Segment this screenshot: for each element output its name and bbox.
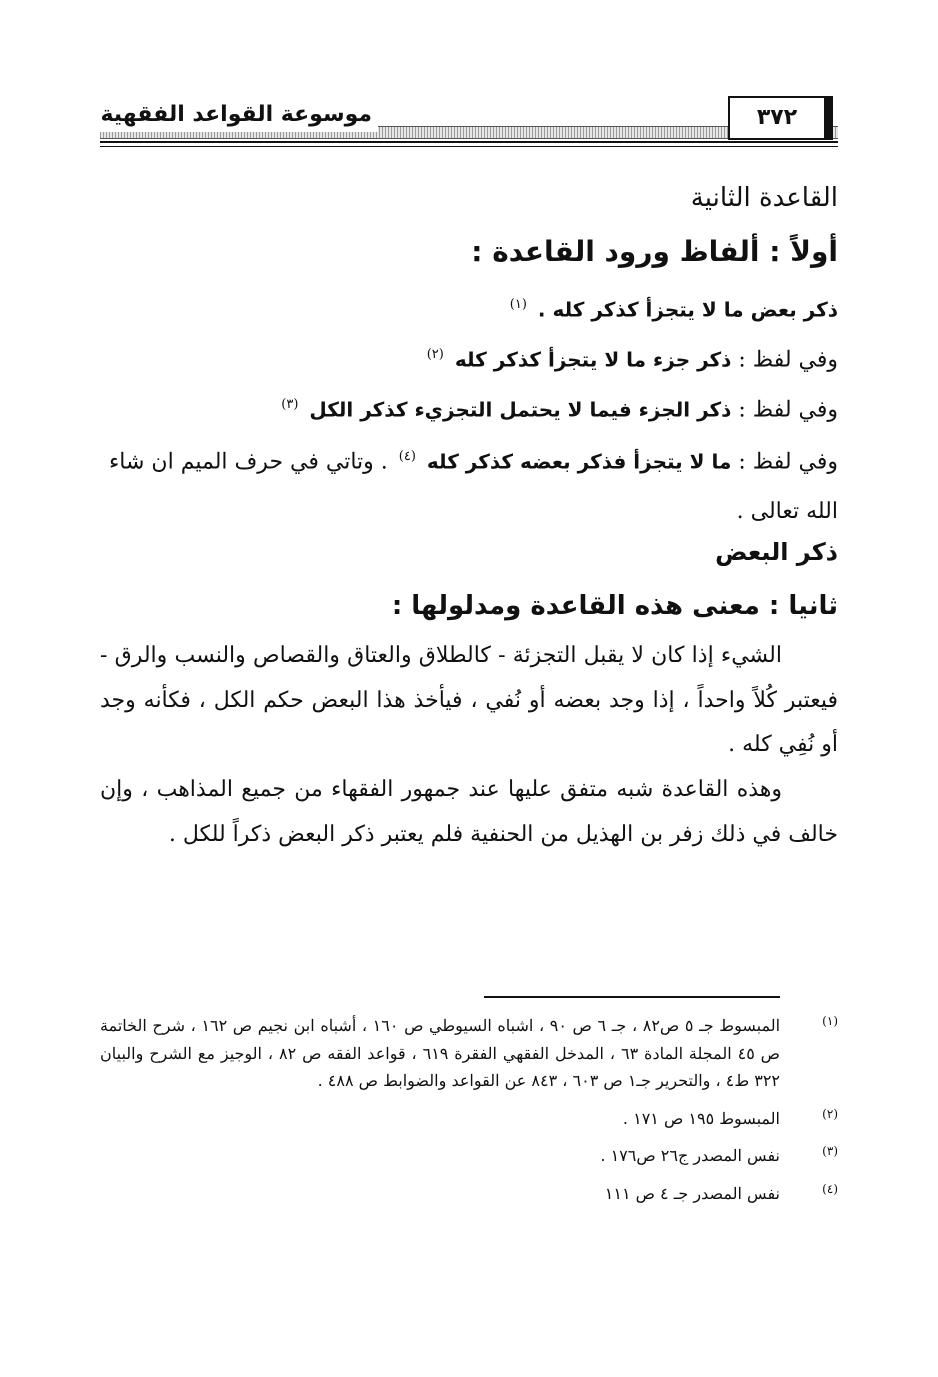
footnote-number: (٤): [822, 1181, 838, 1196]
footnote-ref[interactable]: (٣): [281, 397, 299, 412]
paragraph-text: الشيء إذا كان لا يقبل التجزئة - كالطلاق والعتاق والقصاص والنسب والرق - فيعتبر كُلاً واحداً ، إذا وجد بعضه أو نُفي ، فيأخذ هذا البعض حكم الكل ، فكأنه وجد أو نُفِي كله .: [100, 643, 838, 757]
footnote-ref[interactable]: (٤): [398, 449, 416, 464]
paragraph-1: [100, 634, 838, 768]
section2-heading: ثانيا : معنى هذه القاعدة ومدلولها :: [391, 591, 838, 621]
footnote-text: المبسوط جـ ٥ ص٨٢ ، جـ ٦ ص ٩٠ ، اشباه السيوطي ص ١٦٠ ، أشباه ابن نجيم ص ١٦٢ ، شرح الخاتمة ص ٤٥ المجلة المادة ٦٣ ، المدخل الفقهي الفقرة ٦١٩ ، قواعد الفقه ص ٨٢ ، الوجيز مع الشرح والبيان ٣٢٢ ط٤ ، والتحرير جـ١ ص ٦٠٣ ، ٨٤٣ عن القواعد والضوابط ص ٤٨٨ .: [100, 1016, 781, 1090]
wording-text: ما لا يتجزأ فذكر بعضه كذكر كله: [426, 449, 732, 474]
running-title: موسوعة القواعد الفقهية: [66, 98, 378, 132]
rule-title: القاعدة الثانية: [690, 183, 838, 213]
footnote-number: (١): [822, 1014, 838, 1028]
wording-line-2: [100, 330, 838, 385]
wording-line-1: [100, 280, 838, 335]
wording-prefix: وفي لفظ :: [738, 449, 838, 475]
footnote-4: [100, 1180, 838, 1208]
wording-text: ذكر بعض ما لا يتجزأ كذكر كله .: [537, 297, 838, 322]
footnote-number: (٣): [822, 1144, 838, 1158]
paragraph-text: وهذه القاعدة شبه متفق عليها عند جمهور الفقهاء من جميع المذاهب ، وإن خالف في ذلك زفر بن الهذيل من الحنفية فلم يعتبر ذكر البعض ذكراً للكل .: [100, 777, 838, 847]
footnote-1: [100, 1012, 838, 1095]
footnote-text: المبسوط ١٩٥ ص ١٧١ .: [622, 1108, 780, 1128]
footnote-separator: [484, 996, 780, 998]
page-header: [100, 96, 838, 152]
footnote-3: [100, 1142, 838, 1170]
subheading: ذكر البعض: [715, 538, 838, 566]
footnote-text: نفس المصدر جـ ٤ ص ١١١: [604, 1183, 780, 1203]
wording-line-4: [100, 432, 838, 537]
header-rule: [100, 141, 838, 143]
paragraph-2: [100, 768, 838, 857]
footnotes: [100, 1012, 838, 1207]
header-rule-thin: [100, 146, 838, 147]
wording-text: ذكر جزء ما لا يتجزأ كذكر كله: [454, 347, 732, 372]
wording-suffix: . وتاتي في حرف الميم ان شاء الله تعالى .: [108, 449, 838, 525]
wording-prefix: وفي لفظ :: [738, 397, 838, 423]
wording-text: ذكر الجزء فيما لا يحتمل التجزيء كذكر الكل: [309, 397, 732, 422]
footnote-text: نفس المصدر ج٢٦ ص١٧٦ .: [600, 1146, 780, 1165]
section1-heading: أولاً : ألفاظ ورود القاعدة :: [471, 235, 838, 268]
page-number: ٣٧٢: [728, 96, 833, 140]
wording-prefix: وفي لفظ :: [738, 347, 838, 373]
footnote-ref[interactable]: (٢): [426, 347, 444, 362]
footnote-ref[interactable]: (١): [509, 297, 527, 312]
wording-line-3: [100, 380, 838, 435]
footnote-number: (٢): [822, 1106, 838, 1121]
footnote-2: [100, 1105, 838, 1133]
